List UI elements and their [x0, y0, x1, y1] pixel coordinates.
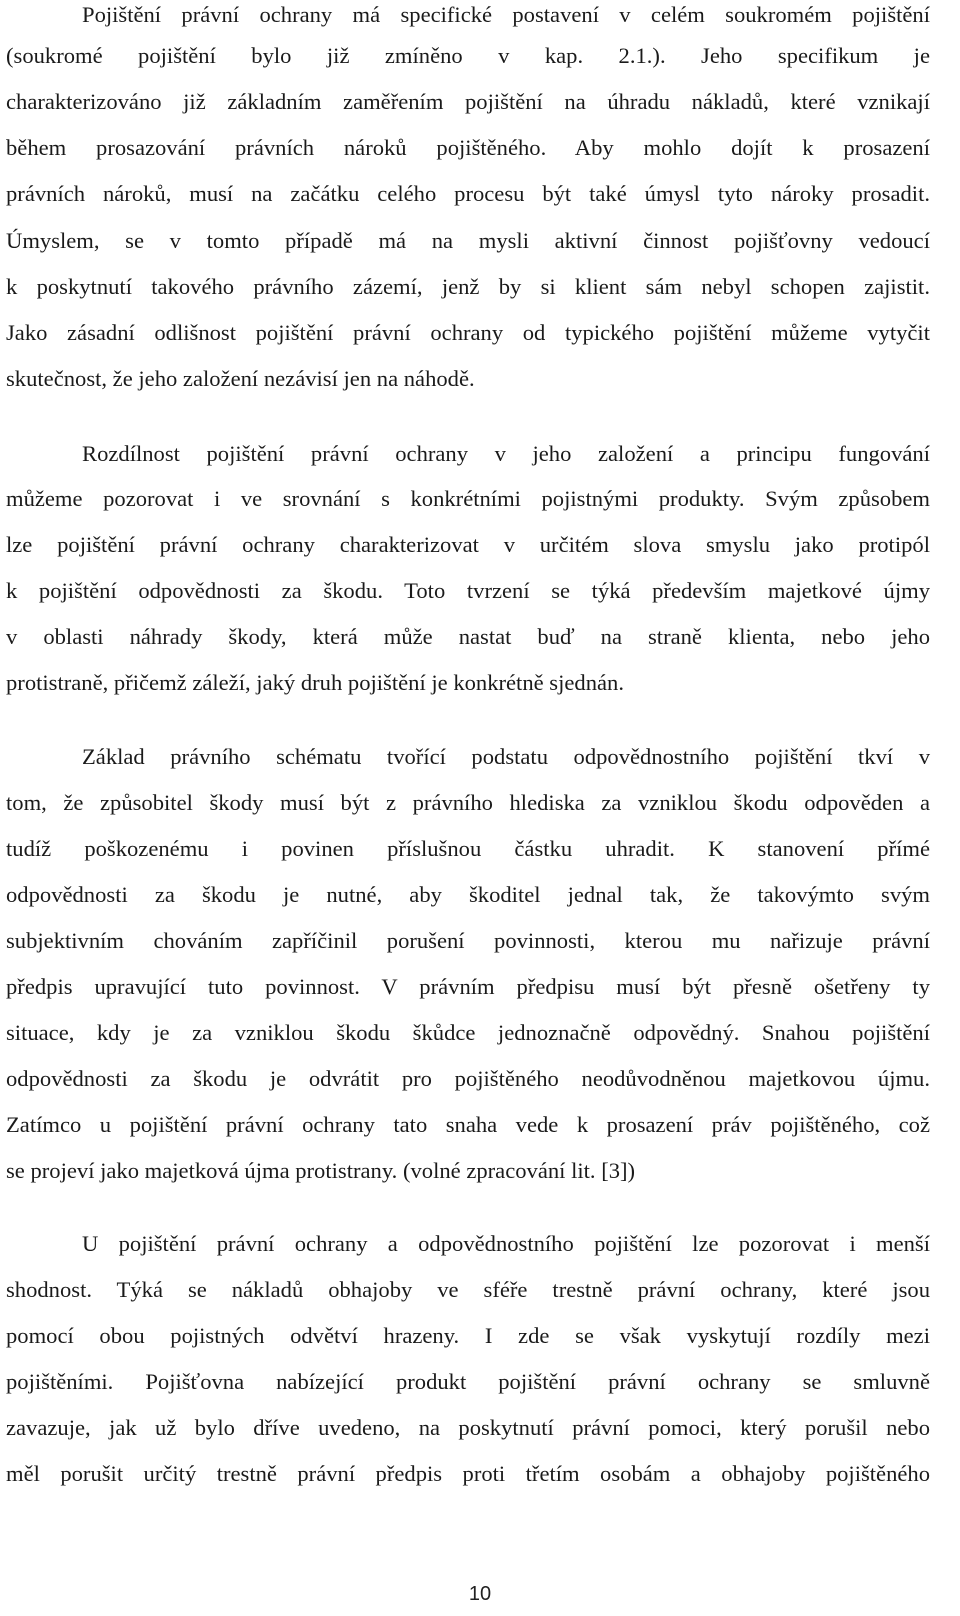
paragraph-line: zavazuje, jak už bylo dříve uvedeno, na poskytnutí právní pomoci, který porušil nebo [6, 1415, 930, 1440]
paragraph-line: Pojištění právní ochrany má specifické postavení v celém soukromém pojištění [82, 2, 930, 27]
paragraph-line: k pojištění odpovědnosti za škodu. Toto tvrzení se týká především majetkové újmy [6, 578, 930, 603]
paragraph-line: právních nároků, musí na začátku celého procesu být také úmysl tyto nároky prosadit. [6, 181, 930, 206]
paragraph-line: lze pojištění právní ochrany charakterizovat v určitém slova smyslu jako protipól [6, 532, 930, 557]
paragraph-line: Jako zásadní odlišnost pojištění právní ochrany od typického pojištění můžeme vytyčit [6, 320, 930, 345]
paragraph-line: Úmyslem, se v tomto případě má na mysli aktivní činnost pojišťovny vedoucí [6, 228, 930, 253]
paragraph-line: tom, že způsobitel škody musí být z právního hlediska za vzniklou škodu odpověden a [6, 790, 930, 815]
page-number: 10 [468, 1583, 492, 1605]
paragraph-line: v oblasti náhrady škody, která může nastat buď na straně klienta, nebo jeho [6, 624, 930, 649]
paragraph-line: situace, kdy je za vzniklou škodu škůdce jednoznačně odpovědný. Snahou pojištění [6, 1020, 930, 1045]
paragraph-line: charakterizováno již základním zaměřením pojištění na úhradu nákladů, které vznikají [6, 89, 930, 114]
paragraph-line: můžeme pozorovat i ve srovnání s konkrétními pojistnými produkty. Svým způsobem [6, 486, 930, 511]
paragraph-line: odpovědnosti za škodu je nutné, aby škoditel jednal tak, že takovýmto svým [6, 882, 930, 907]
paragraph-line: Zatímco u pojištění právní ochrany tato snaha vede k prosazení práv pojištěného, což [6, 1112, 930, 1137]
paragraph-line: předpis upravující tuto povinnost. V právním předpisu musí být přesně ošetřeny ty [6, 974, 930, 999]
paragraph-line: tudíž poškozenému i povinen příslušnou částku uhradit. K stanovení přímé [6, 836, 930, 861]
paragraph-line: pojištěními. Pojišťovna nabízející produkt pojištění právní ochrany se smluvně [6, 1369, 930, 1394]
paragraph-line: měl porušit určitý trestně právní předpis proti třetím osobám a obhajoby pojištěného [6, 1461, 930, 1486]
paragraph-line: k poskytnutí takového právního zázemí, jenž by si klient sám nebyl schopen zajistit. [6, 274, 930, 299]
paragraph-line: U pojištění právní ochrany a odpovědnostního pojištění lze pozorovat i menší [82, 1231, 930, 1256]
paragraph-line: pomocí obou pojistných odvětví hrazeny. I zde se však vyskytují rozdíly mezi [6, 1323, 930, 1348]
paragraph-line: subjektivním chováním zapříčinil porušení povinnosti, kterou mu nařizuje právní [6, 928, 930, 953]
paragraph-line: Rozdílnost pojištění právní ochrany v jeho založení a principu fungování [82, 441, 930, 466]
paragraph-line: skutečnost, že jeho založení nezávisí jen na náhodě. [6, 366, 475, 391]
paragraph-line: odpovědnosti za škodu je odvrátit pro pojištěného neodůvodněnou majetkovou újmu. [6, 1066, 930, 1091]
paragraph-line: během prosazování právních nároků pojištěného. Aby mohlo dojít k prosazení [6, 135, 930, 160]
paragraph-line: (soukromé pojištění bylo již zmíněno v kap. 2.1.). Jeho specifikum je [6, 43, 930, 68]
paragraph-line: se projeví jako majetková újma protistrany. (volné zpracování lit. [3]) [6, 1158, 636, 1183]
paragraph-line: Základ právního schématu tvořící podstatu odpovědnostního pojištění tkví v [82, 744, 930, 769]
paragraph-line: protistraně, přičemž záleží, jaký druh pojištění je konkrétně sjednán. [6, 670, 624, 695]
paragraph-line: shodnost. Týká se nákladů obhajoby ve sféře trestně právní ochrany, které jsou [6, 1277, 930, 1302]
